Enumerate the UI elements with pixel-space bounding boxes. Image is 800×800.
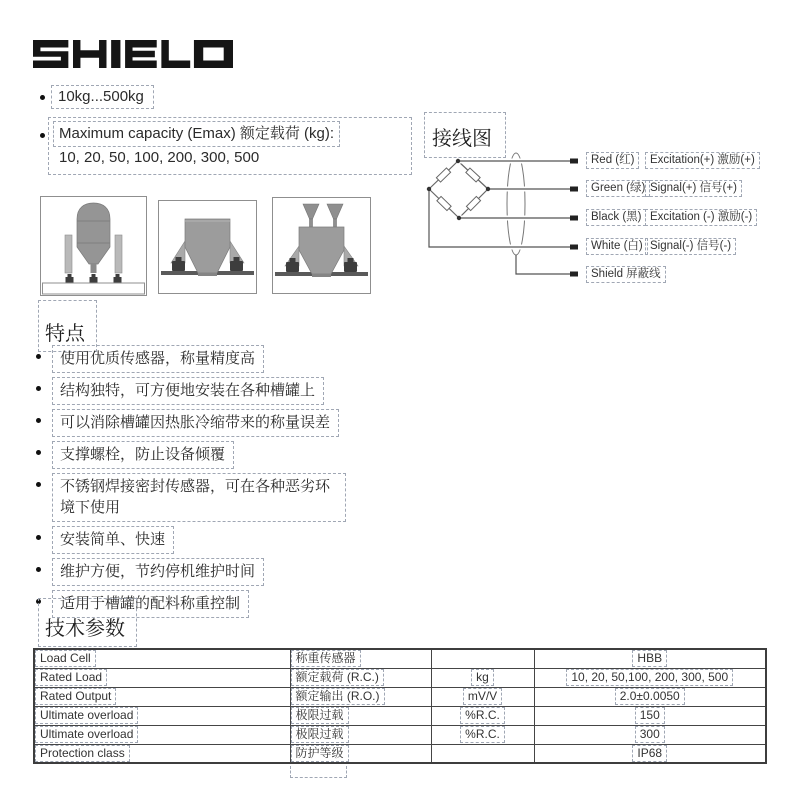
spec-unit-empty — [431, 744, 534, 763]
feature-text: 支撑螺栓，防止设备倾覆 — [52, 441, 234, 469]
bullet-icon — [40, 95, 45, 100]
bullet-icon — [36, 535, 41, 540]
features-section-title: 特点 — [38, 300, 97, 352]
hopper-feeders-drawing — [273, 198, 370, 293]
wiring-section-title: 接线图 — [424, 112, 506, 158]
wire-func-sig-pos: Signal(+) 信号(+) — [645, 180, 742, 197]
spec-cn: 极限过载 — [291, 726, 349, 743]
hopper-drawing — [159, 201, 256, 293]
list-item — [36, 558, 446, 586]
spec-unit-empty — [431, 649, 534, 668]
bullet-icon — [36, 482, 41, 487]
bullet-icon — [36, 418, 41, 423]
list-item — [36, 377, 446, 405]
table-row — [34, 744, 766, 763]
spec-en: Protection class — [35, 745, 130, 762]
features-list — [36, 345, 446, 622]
feature-text: 结构独特，可方便地安装在各种槽罐上 — [52, 377, 324, 405]
spec-value: IP68 — [632, 745, 667, 762]
wire-func-exc-pos: Excitation(+) 激励(+) — [645, 152, 760, 169]
spec-cn: 额定载荷 (R.C.) — [291, 669, 384, 686]
spec-value: 10, 20, 50,100, 200, 300, 500 — [566, 669, 733, 686]
bullet-icon — [40, 133, 45, 138]
list-item — [36, 345, 446, 373]
bullet-icon — [36, 354, 41, 359]
max-capacity-values: 10, 20, 50, 100, 200, 300, 500 — [59, 149, 260, 166]
spec-en: Rated Load — [35, 669, 107, 686]
spec-unit: mV/V — [463, 688, 502, 705]
spec-cn: 称重传感器 — [291, 650, 361, 667]
list-item — [36, 526, 446, 554]
spec-unit: %R.C. — [460, 726, 505, 743]
wire-func-exc-neg: Excitation (-) 激励(-) — [645, 209, 757, 226]
spec-en: Ultimate overload — [35, 707, 138, 724]
capacity-range: 10kg...500kg — [51, 85, 154, 109]
feature-text: 安装简单、快速 — [52, 526, 174, 554]
spec-value: HBB — [632, 650, 667, 667]
feature-text: 使用优质传感器，称量精度高 — [52, 345, 264, 373]
spec-cn: 额定输出 (R.O.) — [291, 688, 385, 705]
spec-unit: %R.C. — [460, 707, 505, 724]
list-item — [36, 441, 446, 469]
table-row — [34, 649, 766, 668]
illustration-tank — [40, 196, 147, 296]
table-row — [34, 687, 766, 706]
wire-shield: Shield 屏蔽线 — [586, 266, 666, 283]
illustration-hopper-feeders — [272, 197, 371, 294]
specs-section-title: 技术参数 — [38, 598, 137, 647]
spec-table — [33, 648, 767, 764]
table-row — [34, 706, 766, 725]
wire-color-black: Black (黑) — [586, 209, 646, 226]
wire-terminals — [570, 159, 578, 277]
bullet-icon — [36, 567, 41, 572]
spec-unit: kg — [471, 669, 494, 686]
spec-cn: 极限过载 — [291, 707, 349, 724]
spec-cn: 防护等级 — [291, 745, 349, 762]
bullet-icon — [36, 450, 41, 455]
logo-text — [0, 0, 1, 1]
tank-drawing — [41, 197, 146, 295]
feature-text: 适用于槽罐的配料称重控制 — [52, 590, 249, 618]
max-capacity-label: Maximum capacity (Emax) 额定载荷 (kg): — [53, 121, 340, 147]
table-row — [34, 668, 766, 687]
spec-en: Load Cell — [35, 650, 96, 667]
table-row — [34, 725, 766, 744]
list-item — [36, 473, 446, 522]
spec-en: Ultimate overload — [35, 726, 138, 743]
spec-en: Rated Output — [35, 688, 116, 705]
bullet-icon — [36, 386, 41, 391]
illustration-hopper — [158, 200, 257, 294]
wire-color-white: White (白) — [586, 238, 648, 255]
spec-value: 150 — [635, 707, 665, 724]
wire-func-sig-neg: Signal(-) 信号(-) — [645, 238, 736, 255]
feature-text: 维护方便，节约停机维护时间 — [52, 558, 264, 586]
shield-logo — [33, 40, 233, 68]
spec-value: 2.0±0.0050 — [615, 688, 685, 705]
spec-value: 300 — [635, 726, 665, 743]
list-item — [36, 409, 446, 437]
wire-color-red: Red (红) — [586, 152, 639, 169]
annotation-box-fragment — [290, 766, 347, 778]
max-capacity-block — [48, 117, 412, 175]
feature-text: 可以消除槽罐因热胀冷缩带来的称量误差 — [52, 409, 339, 437]
feature-text: 不锈钢焊接密封传感器，可在各种恶劣环境下使用 — [52, 473, 346, 522]
wire-color-green: Green (绿) — [586, 180, 650, 197]
